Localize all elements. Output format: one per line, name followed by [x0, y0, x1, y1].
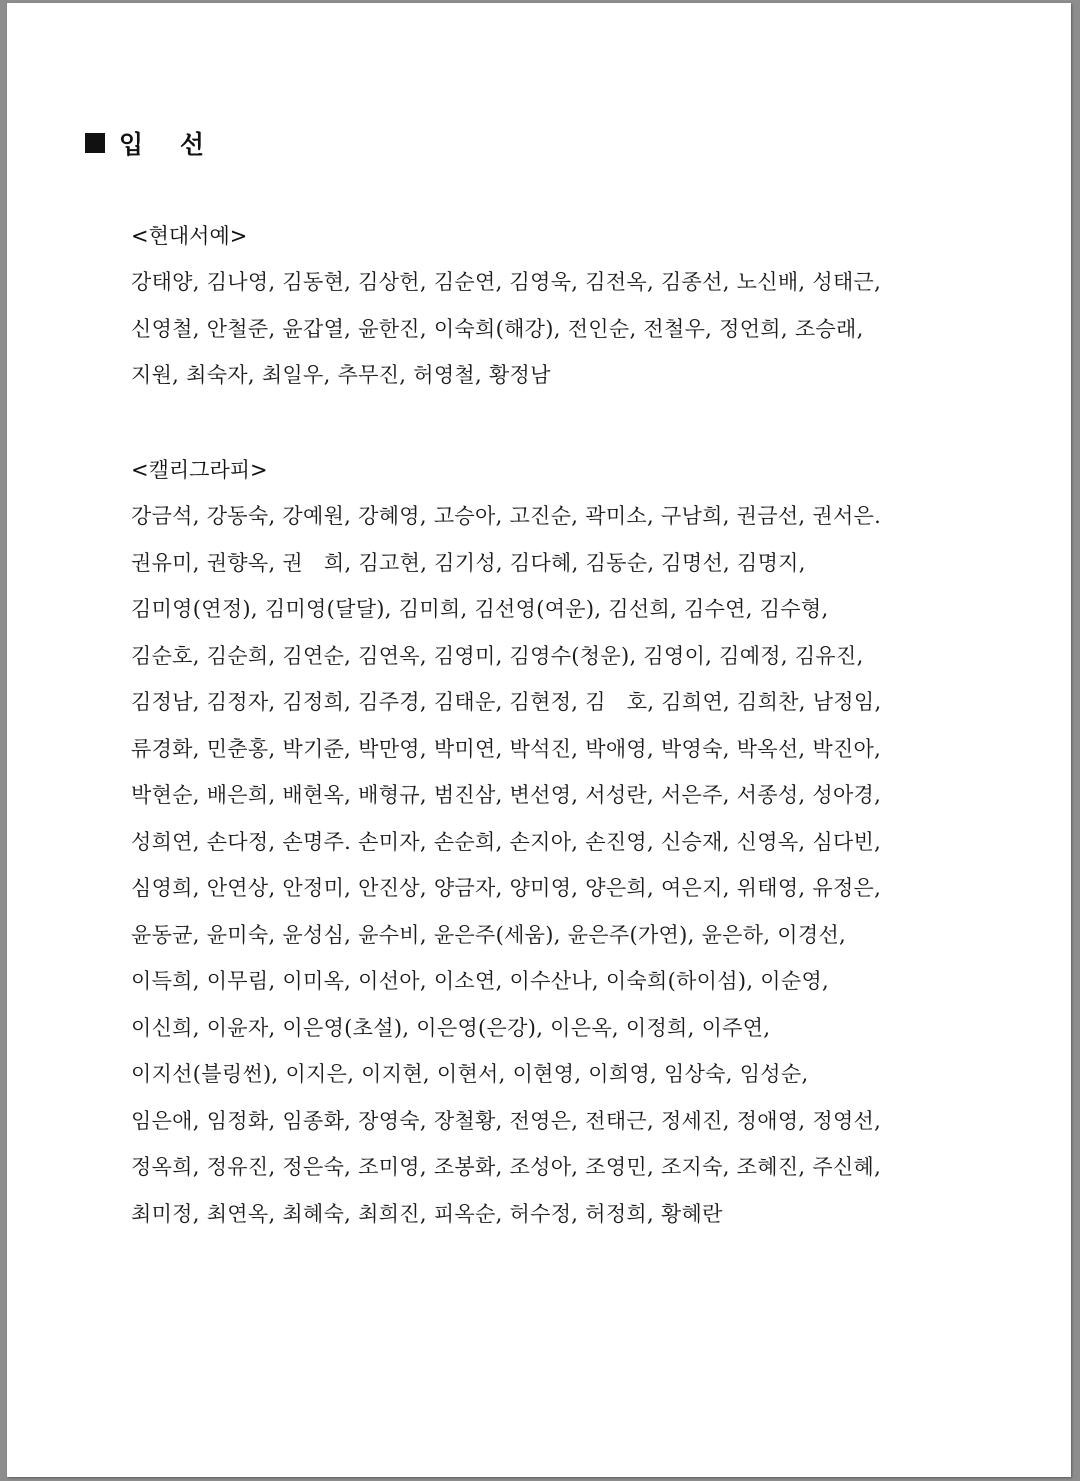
name-line: 최미정, 최연옥, 최혜숙, 최희진, 피옥순, 허수정, 허정희, 황혜란 — [131, 1201, 723, 1226]
name-line: 김순호, 김순희, 김연순, 김연옥, 김영미, 김영수(청운), 김영이, 김예정, 김유진, — [131, 643, 864, 668]
name-line: 류경화, 민춘홍, 박기준, 박만영, 박미연, 박석진, 박애영, 박영숙, 박옥선, 박진아, — [131, 736, 882, 761]
name-line: 윤동균, 윤미숙, 윤성심, 윤수비, 윤은주(세움), 윤은주(가연), 윤은하, 이경선, — [131, 922, 847, 947]
name-line: 신영철, 안철준, 윤갑열, 윤한진, 이숙희(해강), 전인순, 전철우, 정언희, 조승래, — [131, 316, 864, 341]
name-line: 강태양, 김나영, 김동현, 김상헌, 김순연, 김영욱, 김전옥, 김종선, 노신배, 성태근, — [131, 270, 882, 294]
group-heading: <캘리그라피> — [131, 458, 268, 482]
section-title: 입 선 — [119, 130, 219, 159]
name-line: 성희연, 손다정, 손명주. 손미자, 손순희, 손지아, 손진영, 신승재, 신영옥, 심다빈, — [131, 829, 882, 854]
award-group-calligraphy — [131, 447, 1021, 1237]
name-line: 권유미, 권향옥, 권 희, 김고현, 김기성, 김다혜, 김동순, 김명선, 김명지, — [131, 550, 806, 575]
black-square-icon — [85, 133, 105, 153]
name-line: 박현순, 배은희, 배현옥, 배형규, 범진삼, 변선영, 서성란, 서은주, 서종성, 성아경, — [131, 783, 882, 807]
document-page — [7, 3, 1071, 1477]
name-line: 정옥희, 정유진, 정은숙, 조미영, 조봉화, 조성아, 조영민, 조지숙, 조혜진, 주신혜, — [131, 1155, 882, 1179]
section-header — [85, 121, 218, 165]
name-line: 이신희, 이윤자, 이은영(초설), 이은영(은강), 이은옥, 이정희, 이주연, — [131, 1015, 771, 1040]
name-line: 이득희, 이무림, 이미옥, 이선아, 이소연, 이수산나, 이숙희(하이섬), 이순영, — [131, 969, 830, 993]
name-line: 강금석, 강동숙, 강예원, 강혜영, 고승아, 고진순, 곽미소, 구남희, 권금선, 권서은. — [131, 504, 882, 528]
name-line: 김미영(연정), 김미영(달달), 김미희, 김선영(여운), 김선희, 김수연, 김수형, — [131, 597, 829, 621]
award-group-modern-calligraphy — [131, 213, 1021, 399]
name-list — [131, 493, 1021, 1237]
name-line: 심영희, 안연상, 안정미, 안진상, 양금자, 양미영, 양은희, 여은지, 위태영, 유정은, — [131, 876, 882, 900]
name-line: 지원, 최숙자, 최일우, 추무진, 허영철, 황정남 — [131, 363, 551, 387]
name-line: 임은애, 임정화, 임종화, 장영숙, 장철황, 전영은, 전태근, 정세진, 정애영, 정영선, — [131, 1108, 882, 1133]
name-line: 이지선(블링썬), 이지은, 이지현, 이현서, 이현영, 이희영, 임상숙, 임성순, — [131, 1062, 809, 1086]
name-line: 김정남, 김정자, 김정희, 김주경, 김태운, 김현정, 김 호, 김희연, 김희찬, 남정임, — [131, 690, 882, 714]
name-list — [131, 259, 1021, 399]
group-heading: <현대서예> — [131, 224, 248, 248]
